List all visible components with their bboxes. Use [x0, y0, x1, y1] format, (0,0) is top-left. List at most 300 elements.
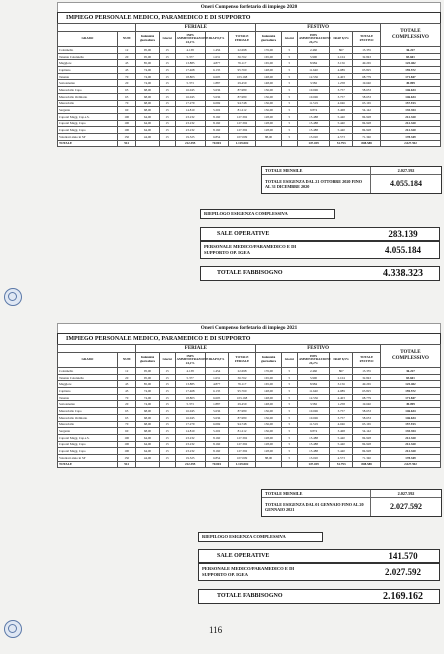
table-cell: 867 — [330, 47, 353, 54]
table-cell: 15 — [159, 133, 175, 140]
section-2020 — [57, 2, 441, 147]
personale-value: 4.055.184 — [385, 245, 421, 255]
table-cell: 15.488 — [297, 127, 329, 134]
table-cell: 212.320 — [380, 441, 440, 448]
sale-operative-box — [198, 549, 440, 563]
table-cell: 15 — [159, 388, 175, 395]
table-cell: 16.045 — [175, 414, 205, 421]
table-cell: 15 — [159, 394, 175, 401]
total-cell — [136, 461, 159, 468]
table-cell: 68,00 — [136, 87, 159, 94]
table-cell: 5 — [281, 47, 297, 54]
table-cell: 100 — [117, 127, 135, 134]
table-cell: 5 — [281, 60, 297, 67]
table-cell: 5 — [281, 93, 297, 100]
table-cell: 88,00 — [256, 133, 281, 140]
table-cell: 74,00 — [136, 80, 159, 87]
table-cell: 15 — [159, 408, 175, 415]
table-cell: 95,00 — [136, 53, 159, 60]
table-row — [58, 381, 441, 388]
table-cell: 95,00 — [136, 374, 159, 381]
table-cell: 107.009 — [228, 133, 256, 140]
total-cell: 1.119.002 — [228, 140, 256, 147]
table-cell: 3.468 — [330, 107, 353, 114]
table-cell: 23.232 — [175, 434, 205, 441]
total-cell — [256, 461, 281, 468]
table-cell: 15 — [159, 448, 175, 455]
fabbisogno-label: TOTALE FABBISOGNO — [217, 593, 283, 599]
table-cell: 5 — [281, 73, 297, 80]
table-row — [58, 428, 441, 435]
group-festivo: FESTIVO — [256, 345, 381, 353]
table-row — [58, 80, 441, 87]
table-cell: 74,00 — [136, 388, 159, 395]
total-cell: 51.793 — [330, 140, 353, 147]
col-header: IRAP 8,5% — [205, 32, 228, 47]
table-cell: 136,00 — [256, 414, 281, 421]
table-cell: 150 — [117, 454, 135, 461]
table-cell: 171.847 — [380, 73, 440, 80]
table-cell: Caporal Magg. Capo — [58, 127, 118, 134]
table-cell: 5.373 — [175, 401, 205, 408]
section-title: IMPIEGO PERSONALE MEDICO, PARAMEDICO E DI SUPPORTO — [57, 12, 441, 23]
table-cell: 44,00 — [136, 454, 159, 461]
table-cell: 65 — [117, 408, 135, 415]
table-cell: 19.525 — [175, 133, 205, 140]
total-cell — [159, 461, 175, 468]
table-cell: 212.320 — [380, 434, 440, 441]
table-cell: 5 — [281, 401, 297, 408]
table-row — [58, 60, 441, 67]
monthly-summary — [261, 489, 442, 517]
total-cell: 808.588 — [353, 461, 381, 468]
table-cell: Capitano — [58, 388, 118, 395]
table-cell: 6.135 — [205, 388, 228, 395]
table-cell: 60 — [117, 428, 135, 435]
table-cell: 94.748 — [228, 421, 256, 428]
table-cell: 15 — [159, 428, 175, 435]
table-row — [58, 394, 441, 401]
personale-label: PERSONALE MEDICO/PARAMEDICO E DI SUPPORTO OP. IGEA — [202, 566, 295, 577]
table-cell: 5 — [281, 408, 297, 415]
table-cell: 15 — [159, 374, 175, 381]
table-cell: 5.377 — [175, 53, 205, 60]
table-cell: 15 — [159, 454, 175, 461]
table-cell: 103.168 — [228, 394, 256, 401]
table-cell: 58.653 — [353, 87, 381, 94]
table-cell: 87.980 — [228, 93, 256, 100]
table-cell: 5 — [281, 368, 297, 375]
table-cell: 84.928 — [353, 120, 381, 127]
total-cell — [136, 140, 159, 147]
personale-box — [200, 241, 440, 259]
col-header: TOTALE FESTIVO — [353, 353, 381, 368]
table-cell: 49.099 — [380, 401, 440, 408]
table-cell: 5 — [281, 80, 297, 87]
table-cell: 1.258 — [330, 401, 353, 408]
table-cell: 165,00 — [256, 381, 281, 388]
table-cell: 17.468 — [175, 388, 205, 395]
table-row — [58, 421, 441, 428]
table-cell: 85,00 — [136, 381, 159, 388]
table-cell: 6.854 — [205, 133, 228, 140]
col-header: TOTALE FERIALE — [228, 353, 256, 368]
section-2021 — [57, 323, 441, 468]
table-cell: 6.135 — [205, 67, 228, 74]
table-cell: 71.340 — [353, 133, 381, 140]
table-cell: Colonnello — [58, 368, 118, 375]
table-cell: 13.355 — [353, 47, 381, 54]
table-cell: 5 — [281, 441, 297, 448]
table-cell: 16.045 — [175, 87, 205, 94]
table-cell: 5.202 — [205, 107, 228, 114]
table-cell: Maresciallo Ordinario — [58, 93, 118, 100]
col-header: Giorni — [281, 353, 297, 368]
table-cell: 74,00 — [136, 394, 159, 401]
table-cell: 74,00 — [136, 67, 159, 74]
table-cell: 5.990 — [297, 374, 329, 381]
table-cell: 176,00 — [256, 47, 281, 54]
table-cell: 63.165 — [353, 421, 381, 428]
table-cell: 49.099 — [380, 80, 440, 87]
table-cell: 5 — [281, 388, 297, 395]
table-cell: 14.810 — [175, 428, 205, 435]
col-header: GRADO — [58, 32, 118, 47]
table-cell: 5.440 — [330, 127, 353, 134]
table-cell: 171.847 — [380, 394, 440, 401]
col-header: INPS AMMINISTRAZIONE 24,2% — [297, 353, 329, 368]
table-cell: 2.460 — [297, 47, 329, 54]
table-row — [58, 73, 441, 80]
table-cell: 128,00 — [256, 448, 281, 455]
table-cell: 212.320 — [380, 448, 440, 455]
table-cell: 1.887 — [205, 401, 228, 408]
table-cell: 84.928 — [353, 127, 381, 134]
total-cell: 2.027.592 — [380, 140, 440, 147]
table-cell: 9.874 — [297, 428, 329, 435]
table-cell: Maresciallo — [58, 421, 118, 428]
col-header: IRAP 8,5% — [205, 353, 228, 368]
total-cell: TOTALE — [58, 461, 118, 468]
table-cell: 178.349 — [380, 454, 440, 461]
col-header: GRADO — [58, 353, 118, 368]
table-cell: 148,00 — [256, 80, 281, 87]
table-cell: 58.653 — [353, 408, 381, 415]
col-header: TOTALE FESTIVO — [353, 32, 381, 47]
seal-icon — [4, 620, 22, 638]
table-cell: 5.440 — [330, 448, 353, 455]
total-cell: 147.459 — [297, 140, 329, 147]
table-cell: 14.810 — [175, 107, 205, 114]
table-cell: 5.440 — [330, 113, 353, 120]
total-cell: TOTALE — [58, 140, 118, 147]
table-cell: 95,00 — [136, 368, 159, 375]
table-cell: Tenente Colonnello — [58, 53, 118, 60]
table-row — [58, 47, 441, 54]
table-cell: Sottotenente — [58, 401, 118, 408]
table-cell: 5 — [281, 100, 297, 107]
table-cell: 3.582 — [297, 80, 329, 87]
table-cell: 3.757 — [330, 414, 353, 421]
table-cell: 76.117 — [228, 381, 256, 388]
table-cell: 65 — [117, 93, 135, 100]
table-cell: 5 — [281, 448, 297, 455]
table-cell: 70 — [117, 73, 135, 80]
table-row — [58, 133, 441, 140]
table-cell: 68.779 — [353, 73, 381, 80]
table-cell: Caporal Magg. Capo — [58, 441, 118, 448]
sale-operative-label: SALE OPERATIVE — [217, 231, 270, 237]
table-cell: Caporal Magg. Capo — [58, 120, 118, 127]
summary-label: TOTALE MENSILE — [265, 168, 303, 173]
table-row — [58, 448, 441, 455]
table-cell: 3.757 — [330, 93, 353, 100]
table-cell: 15 — [159, 127, 175, 134]
total-cell: 212.395 — [175, 461, 205, 468]
table-cell: 5.440 — [330, 441, 353, 448]
table-cell: 87.980 — [228, 87, 256, 94]
summary-label: TOTALE ESIGENZA DAL 01 GENNAIO FINO AL 20 GENNAIO 2021 — [265, 502, 364, 512]
table-cell: 5 — [281, 374, 297, 381]
total-row — [58, 140, 441, 147]
total-cell: 1.119.002 — [228, 461, 256, 468]
total-row — [58, 461, 441, 468]
table-cell: Maresciallo Ordinario — [58, 414, 118, 421]
total-cell: 70.801 — [205, 461, 228, 468]
col-header: NUM — [117, 32, 135, 47]
table-cell: 100 — [117, 434, 135, 441]
table-cell: 94.748 — [228, 100, 256, 107]
table-cell: 68,00 — [136, 414, 159, 421]
table-cell: 148,00 — [256, 388, 281, 395]
table-cell: 17.279 — [175, 100, 205, 107]
table-cell: 9.874 — [297, 107, 329, 114]
table-cell: 15 — [159, 113, 175, 120]
seal-icon — [4, 288, 22, 306]
table-cell: 4.403 — [330, 394, 353, 401]
table-cell: 212.320 — [380, 120, 440, 127]
table-cell: 11.519 — [297, 100, 329, 107]
table-cell: 5 — [281, 133, 297, 140]
section-band: Oneri Compenso forfetario di impiego 2020 — [57, 2, 441, 12]
table-cell: 15.488 — [297, 113, 329, 120]
table-cell: 5 — [281, 120, 297, 127]
table-cell: 54.142 — [353, 428, 381, 435]
summary-value: 2.027.592 — [370, 167, 441, 174]
table-cell: 20 — [117, 401, 135, 408]
table-cell: 146.634 — [380, 87, 440, 94]
table-cell: 128,00 — [256, 441, 281, 448]
table-cell: 19.525 — [175, 454, 205, 461]
table-cell: 68,00 — [136, 428, 159, 435]
table-cell: 32.843 — [353, 53, 381, 60]
table-cell: 2.460 — [297, 368, 329, 375]
table-cell: 12 — [117, 47, 135, 54]
table-cell: 125.402 — [380, 381, 440, 388]
table-cell: 1.454 — [205, 368, 228, 375]
table-cell: 165,00 — [256, 53, 281, 60]
table-cell: 84.928 — [353, 441, 381, 448]
table-cell: 128,00 — [256, 120, 281, 127]
table-cell: 128,00 — [256, 127, 281, 134]
table-cell: 58.653 — [353, 414, 381, 421]
table-cell: 45 — [117, 60, 135, 67]
col-header: TOTALE FERIALE — [228, 32, 256, 47]
col-header: INPS AMMINISTRAZIONE 24,2% — [175, 353, 205, 368]
table-cell: 146.634 — [380, 408, 440, 415]
table-cell: 8.160 — [205, 127, 228, 134]
table-cell: 5 — [281, 87, 297, 94]
table-cell: 5 — [281, 454, 297, 461]
table-row — [58, 67, 441, 74]
table-cell: 212.320 — [380, 127, 440, 134]
table-cell: 4.877 — [205, 60, 228, 67]
table-cell: 45 — [117, 67, 135, 74]
summary-label: TOTALE MENSILE — [265, 491, 303, 496]
table-cell: 3.582 — [297, 401, 329, 408]
table-cell: 18.803 — [175, 394, 205, 401]
fabbisogno-value: 2.169.162 — [383, 591, 423, 602]
table-row — [58, 113, 441, 120]
table-cell: 165,00 — [256, 60, 281, 67]
col-header: Giorni — [281, 32, 297, 47]
table-cell: 23.232 — [175, 441, 205, 448]
table-cell: 5 — [281, 53, 297, 60]
total-cell: 212.395 — [175, 140, 205, 147]
fabbisogno-label: TOTALE FABBISOGNO — [217, 270, 283, 276]
table-cell: 60 — [117, 107, 135, 114]
section-band: Oneri Compenso forfetario di impiego 2021 — [57, 323, 441, 333]
table-cell: 146.634 — [380, 93, 440, 100]
table-cell: 20 — [117, 374, 135, 381]
table-cell: 127.392 — [228, 120, 256, 127]
table-cell: 4.573 — [330, 133, 353, 140]
table-cell: 10.696 — [297, 93, 329, 100]
table-cell: 13.885 — [175, 381, 205, 388]
table-cell: 84.928 — [353, 434, 381, 441]
table-cell: 5 — [281, 421, 297, 428]
table-cell: 4.089 — [330, 67, 353, 74]
table-cell: 5.636 — [205, 93, 228, 100]
table-cell: 6.069 — [205, 421, 228, 428]
table-row — [58, 374, 441, 381]
table-cell: 11.640 — [297, 388, 329, 395]
table-cell: 32.843 — [353, 374, 381, 381]
table-cell: 15 — [159, 53, 175, 60]
table-cell: 12 — [117, 368, 135, 375]
table-cell: 15.488 — [297, 434, 329, 441]
total-cell: 2.027.592 — [380, 461, 440, 468]
table-cell: 1.631 — [205, 374, 228, 381]
col-header: IRAP 8,5% — [330, 353, 353, 368]
table-cell: 127.392 — [228, 127, 256, 134]
table-cell: 76.117 — [228, 60, 256, 67]
table-cell: 16.045 — [175, 408, 205, 415]
table-cell: 65 — [117, 87, 135, 94]
table-cell: Volontari anno in SP — [58, 133, 118, 140]
table-cell: 13.020 — [297, 133, 329, 140]
table-cell: Sergente — [58, 428, 118, 435]
table-cell: 68,00 — [136, 421, 159, 428]
table-cell: 84.928 — [353, 113, 381, 120]
table-cell: Maresciallo Capo — [58, 408, 118, 415]
table-cell: 5.636 — [205, 87, 228, 94]
table-cell: 8.984 — [297, 381, 329, 388]
summary-value: 2.027.592 — [370, 490, 441, 497]
table-cell: 5.202 — [205, 428, 228, 435]
col-header: Indennità giornaliera — [136, 32, 159, 47]
table-cell: 136,00 — [256, 408, 281, 415]
table-cell: Caporal Magg. Capo — [58, 448, 118, 455]
table-cell: 15.488 — [297, 448, 329, 455]
table-cell: 6.605 — [205, 73, 228, 80]
table-cell: 5 — [281, 434, 297, 441]
table-cell: 95,00 — [136, 47, 159, 54]
table-cell: 135.354 — [380, 107, 440, 114]
table-row — [58, 408, 441, 415]
table-cell: 68.779 — [353, 394, 381, 401]
table-cell: 20 — [117, 53, 135, 60]
group-feriale: FERIALE — [136, 345, 256, 353]
table-cell: 64,00 — [136, 113, 159, 120]
table-cell: 107.009 — [228, 454, 256, 461]
table-row — [58, 127, 441, 134]
table-cell: 15 — [159, 47, 175, 54]
table-cell: 23.232 — [175, 120, 205, 127]
table-cell: 45 — [117, 381, 135, 388]
table-cell: 5.636 — [205, 414, 228, 421]
table-cell: 8.160 — [205, 441, 228, 448]
table-cell: 15 — [159, 60, 175, 67]
table-cell: 136,00 — [256, 107, 281, 114]
table-cell: 70 — [117, 394, 135, 401]
total-cell: 51.793 — [330, 461, 353, 468]
table-cell: 100 — [117, 448, 135, 455]
table-cell: 178.349 — [380, 133, 440, 140]
table-cell: 11.640 — [297, 67, 329, 74]
table-cell: 5.990 — [297, 53, 329, 60]
table-cell: 36.762 — [228, 374, 256, 381]
table-cell: 36.762 — [228, 53, 256, 60]
table-row — [58, 120, 441, 127]
table-cell: 3.156 — [330, 60, 353, 67]
table-cell: 68,00 — [136, 93, 159, 100]
table-cell: Sottotenente — [58, 80, 118, 87]
table-cell: 63.825 — [353, 388, 381, 395]
table-cell: 127.392 — [228, 441, 256, 448]
table-cell: 4.089 — [330, 388, 353, 395]
personale-box — [198, 563, 440, 581]
table-cell: Caporal Magg. Cap.s.S. — [58, 434, 118, 441]
riepilogo-heading: RIEPILOGO ESIGENZA COMPLESSIVA — [200, 209, 335, 219]
sale-operative-box — [200, 227, 440, 241]
total-cell: 808.588 — [353, 140, 381, 147]
table-cell: 5 — [281, 414, 297, 421]
total-cell: 70.801 — [205, 140, 228, 147]
personale-value: 2.027.592 — [385, 567, 421, 577]
table-cell: Maresciallo Capo — [58, 87, 118, 94]
table-cell: 68,00 — [136, 100, 159, 107]
table-cell: 22.698 — [228, 368, 256, 375]
monthly-summary — [261, 166, 442, 194]
table-cell: 15 — [159, 421, 175, 428]
table-cell: 1.887 — [205, 80, 228, 87]
fabbisogno-box — [200, 266, 440, 281]
col-header: INPS AMMINISTRAZIONE 24,2% — [175, 32, 205, 47]
table-cell: 6.069 — [205, 100, 228, 107]
table-cell: 5.440 — [330, 434, 353, 441]
table-cell: 15 — [159, 93, 175, 100]
